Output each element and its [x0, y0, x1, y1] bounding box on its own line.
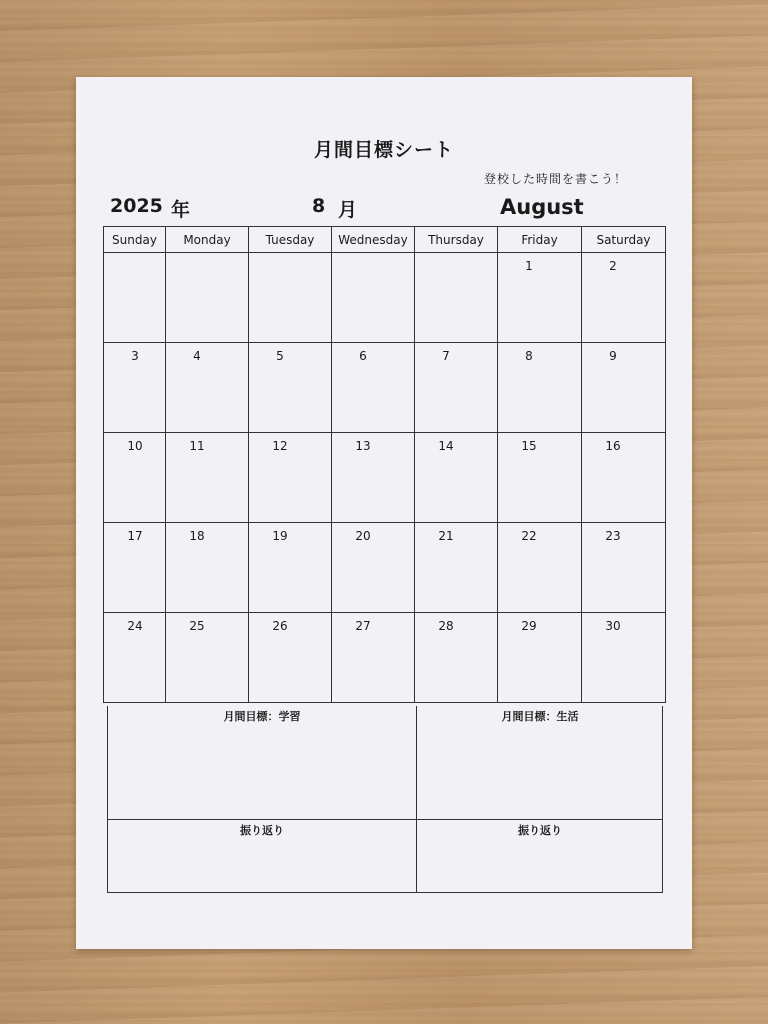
weekday-wednesday: Wednesday: [332, 227, 415, 253]
day-number: 30: [605, 619, 621, 633]
day-cell: [104, 523, 166, 613]
day-number: 19: [272, 529, 288, 543]
sheet-title: 月間目標シート: [313, 139, 454, 161]
day-cell: [582, 433, 666, 523]
day-number: 27: [355, 619, 371, 633]
day-number: [104, 253, 166, 259]
month-unit: 月: [338, 199, 358, 221]
day-number: 8: [525, 349, 533, 363]
day-cell: [415, 343, 498, 433]
day-number: [166, 253, 228, 259]
year-value: 2025: [110, 195, 163, 217]
weekday-friday: Friday: [498, 227, 582, 253]
day-cell: [582, 343, 666, 433]
day-cell: [166, 523, 249, 613]
day-cell: [498, 613, 582, 703]
day-cell: [415, 523, 498, 613]
month-english: August: [500, 195, 584, 219]
year-unit: 年: [171, 199, 191, 221]
day-number: 29: [521, 619, 537, 633]
day-number: 10: [127, 439, 143, 453]
day-cell: [104, 433, 166, 523]
day-number: 3: [131, 349, 139, 363]
day-cell: [498, 253, 582, 343]
life-reflection-box: [417, 820, 663, 892]
day-number: 2: [609, 259, 617, 273]
study-reflection-label: 振り返り: [240, 824, 284, 837]
day-number: 17: [127, 529, 143, 543]
day-cell: [332, 343, 415, 433]
day-cell: [249, 253, 332, 343]
sheet-subtitle: 登校した時間を書こう！: [484, 172, 628, 186]
weekday-tuesday: Tuesday: [249, 227, 332, 253]
day-cell: [104, 253, 166, 343]
day-number: 13: [355, 439, 371, 453]
day-number: 26: [272, 619, 288, 633]
day-cell: [332, 253, 415, 343]
day-cell: [415, 253, 498, 343]
day-number: 24: [127, 619, 143, 633]
calendar-week-row: [104, 343, 666, 433]
day-cell: [249, 613, 332, 703]
day-number: 11: [189, 439, 205, 453]
day-cell: [104, 613, 166, 703]
day-cell: [166, 343, 249, 433]
day-number: 18: [189, 529, 205, 543]
day-number: 14: [438, 439, 454, 453]
day-number: 16: [605, 439, 621, 453]
day-number: 4: [193, 349, 201, 363]
weekday-saturday: Saturday: [582, 227, 666, 253]
day-number: 20: [355, 529, 371, 543]
calendar-week-row: [104, 433, 666, 523]
day-number: 15: [521, 439, 537, 453]
day-number: [415, 253, 477, 259]
goals-section: [107, 706, 663, 893]
day-number: 9: [609, 349, 617, 363]
day-number: 1: [525, 259, 533, 273]
day-cell: [332, 523, 415, 613]
day-cell: [332, 613, 415, 703]
month-value: 8: [312, 195, 326, 217]
weekday-header-row: [104, 227, 666, 253]
day-cell: [332, 433, 415, 523]
goal-sheet-paper: [76, 77, 692, 949]
day-number: 23: [605, 529, 621, 543]
day-cell: [166, 433, 249, 523]
day-number: [332, 253, 394, 259]
study-reflection-box: [108, 820, 417, 892]
day-number: 25: [189, 619, 205, 633]
weekday-sunday: Sunday: [104, 227, 166, 253]
day-number: 5: [276, 349, 284, 363]
calendar-week-row: [104, 523, 666, 613]
day-number: 6: [359, 349, 367, 363]
day-cell: [582, 253, 666, 343]
day-cell: [498, 343, 582, 433]
day-number: 12: [272, 439, 288, 453]
life-goal-label: 月間目標：生活: [501, 710, 579, 723]
day-cell: [166, 253, 249, 343]
weekday-monday: Monday: [166, 227, 249, 253]
calendar-week-row: [104, 613, 666, 703]
day-number: 28: [438, 619, 454, 633]
calendar-week-row: [104, 253, 666, 343]
day-cell: [498, 433, 582, 523]
day-cell: [498, 523, 582, 613]
day-cell: [104, 343, 166, 433]
day-number: 22: [521, 529, 537, 543]
day-number: 7: [442, 349, 450, 363]
life-reflection-label: 振り返り: [518, 824, 562, 837]
day-cell: [415, 433, 498, 523]
life-goal-box: [417, 706, 663, 820]
study-goal-label: 月間目標：学習: [223, 710, 301, 723]
day-cell: [166, 613, 249, 703]
day-cell: [249, 343, 332, 433]
day-number: [249, 253, 311, 259]
study-goal-box: [108, 706, 417, 820]
day-cell: [582, 523, 666, 613]
calendar-grid: [103, 226, 666, 703]
day-cell: [582, 613, 666, 703]
day-cell: [249, 523, 332, 613]
weekday-thursday: Thursday: [415, 227, 498, 253]
day-cell: [249, 433, 332, 523]
day-number: 21: [438, 529, 454, 543]
day-cell: [415, 613, 498, 703]
